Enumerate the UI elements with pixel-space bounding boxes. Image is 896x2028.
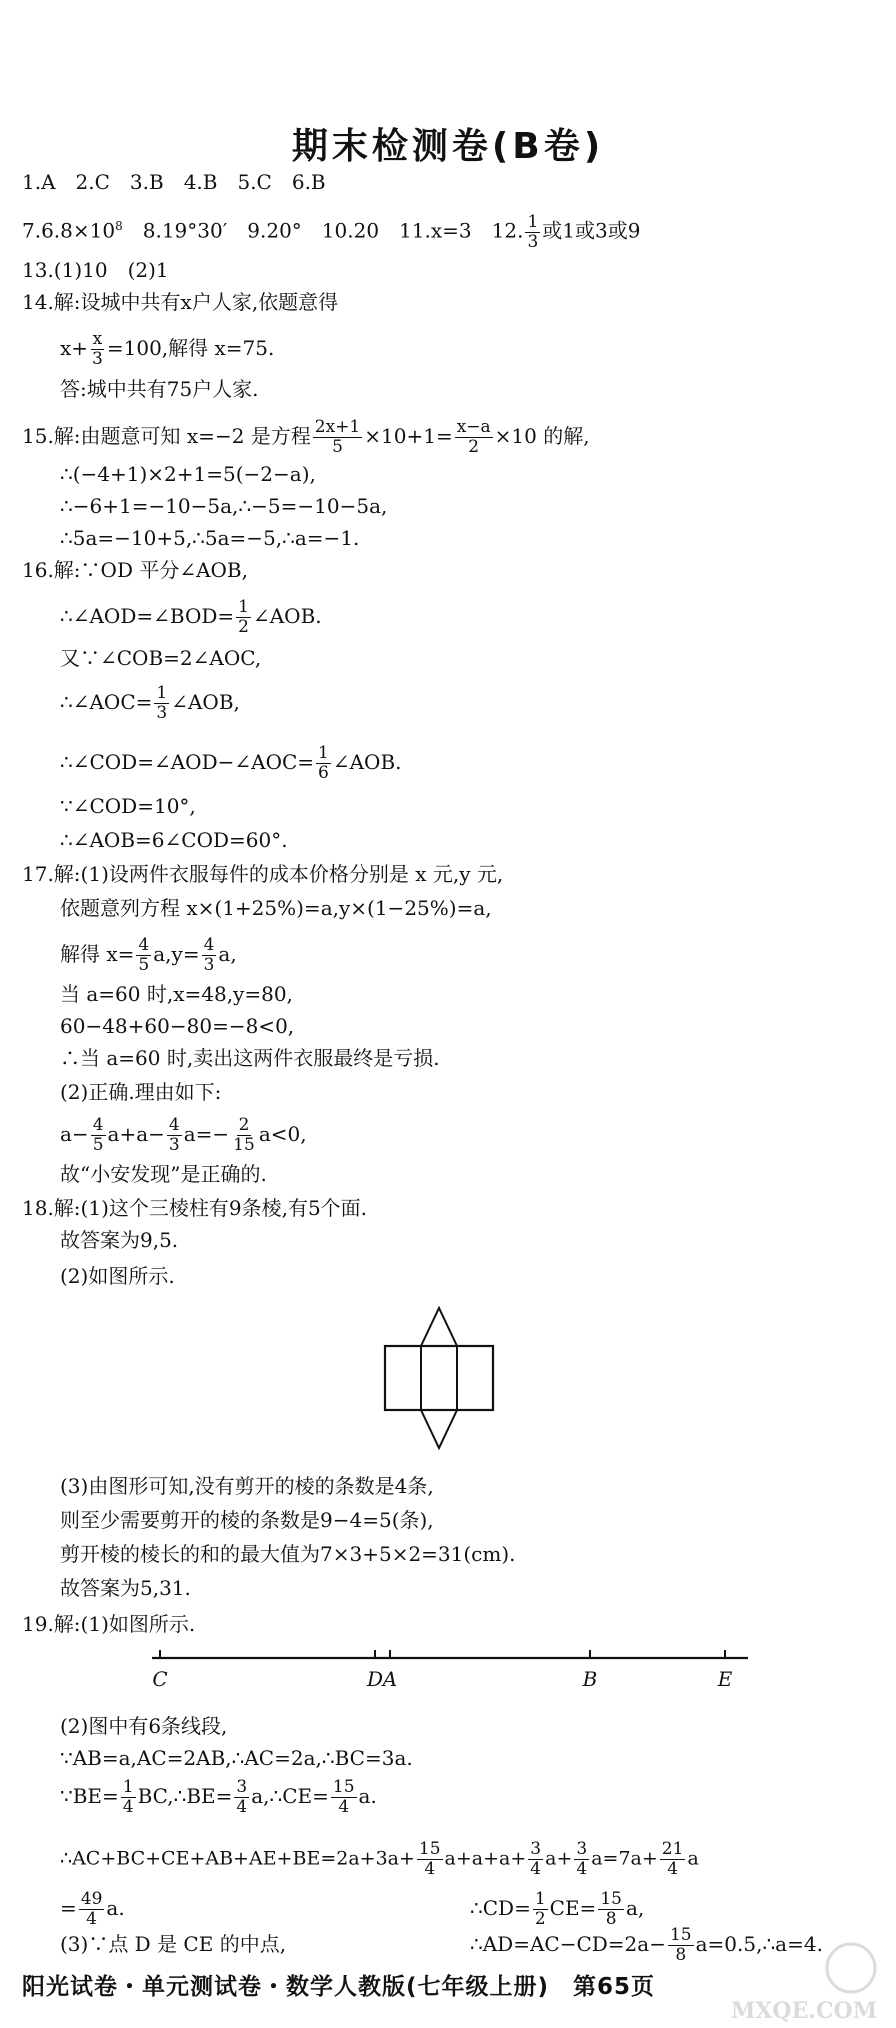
q17-step-5: ∴当 a=60 时,卖出这两件衣服最终是亏损. bbox=[60, 1046, 440, 1070]
answer-line-3: 13.(1)10 (2)1 bbox=[22, 258, 169, 282]
q18-part-2: (2)如图所示. bbox=[60, 1264, 175, 1288]
fraction: $\frac{15}{4}$ bbox=[332, 1777, 355, 1817]
q15-heading: 15.解:由题意可知 x=−2 是方程 $\frac{2x+1}{5}$ ×10+1= $\frac{x-a}{2}$ ×10 的解, bbox=[22, 417, 590, 457]
q14-answer: 答:城中共有75户人家. bbox=[60, 377, 259, 401]
q18-step-2: 则至少需要剪开的棱的条数是9−4=5(条), bbox=[60, 1508, 434, 1532]
q16-step-6: ∴∠AOB=6∠COD=60°. bbox=[60, 828, 288, 852]
fraction: $\frac{4}{5}$ bbox=[138, 935, 150, 975]
watermark-text: MXQE.COM bbox=[731, 1998, 878, 2024]
q16-heading: 16.解:∵OD 平分∠AOB, bbox=[22, 558, 248, 582]
q14-heading: 14.解:设城中共有x户人家,依题意得 bbox=[22, 290, 339, 314]
fraction: $\frac{2x+1}{5}$ bbox=[314, 417, 361, 457]
q19-step-1: ∵AB=a,AC=2AB,∴AC=2a,∴BC=3a. bbox=[60, 1746, 413, 1770]
fraction: $\frac{15}{8}$ bbox=[600, 1889, 622, 1929]
q17-step-6: a− $\frac{4}{5}$ a+a− $\frac{4}{3}$ a=− $\frac{2}{15}$ a<0, bbox=[60, 1115, 307, 1155]
q19-part-3: (3)∵点 D 是 CE 的中点, bbox=[60, 1932, 287, 1956]
page-title: 期末检测卷(B卷) bbox=[291, 126, 605, 167]
q16-step-5: ∵∠COD=10°, bbox=[60, 794, 196, 818]
fraction: $\frac{1}{3}$ bbox=[527, 211, 539, 252]
fraction: $\frac{1}{6}$ bbox=[318, 743, 329, 783]
q15-step-1: ∴(−4+1)×2+1=5(−2−a), bbox=[60, 462, 316, 486]
point-label-e: E bbox=[717, 1667, 733, 1691]
point-label-c: C bbox=[152, 1667, 168, 1691]
q18-step-3: 剪开棱的棱长的和的最大值为7×3+5×2=31(cm). bbox=[60, 1542, 516, 1566]
watermark-emblem bbox=[827, 1944, 875, 1992]
fraction: $\frac{1}{2}$ bbox=[238, 597, 249, 637]
fraction: $\frac{4}{3}$ bbox=[168, 1115, 180, 1155]
fraction: $\frac{49}{4}$ bbox=[80, 1889, 103, 1929]
fraction: $\frac{1}{2}$ bbox=[534, 1889, 546, 1929]
q16-step-1: ∴∠AOD=∠BOD= $\frac{1}{2}$ ∠AOB. bbox=[60, 597, 322, 637]
net-bottom-triangle bbox=[421, 1410, 457, 1448]
fraction: $\frac{3}{4}$ bbox=[236, 1777, 248, 1817]
net-rectangle bbox=[385, 1346, 493, 1410]
q14-equation: x+ $\frac{x}{3}$ =100,解得 x=75. bbox=[60, 329, 275, 369]
q19-step-2: ∵BE= $\frac{1}{4}$ BC,∴BE= $\frac{3}{4}$ a,∴CE= $\frac{15}{4}$ a. bbox=[60, 1777, 377, 1817]
fraction: $\frac{x-a}{2}$ bbox=[456, 417, 491, 457]
q17-step-2: 解得 x= $\frac{4}{5}$ a,y= $\frac{4}{3}$ a, bbox=[60, 935, 237, 975]
fraction: $\frac{3}{4}$ bbox=[530, 1839, 542, 1879]
q18-heading: 18.解:(1)这个三棱柱有9条棱,有5个面. bbox=[22, 1196, 368, 1220]
fraction: $\frac{1}{4}$ bbox=[122, 1777, 134, 1817]
q19-step-4: = $\frac{49}{4}$ a. bbox=[60, 1889, 125, 1929]
prism-net-diagram bbox=[380, 1300, 500, 1460]
q17-step-1: 依题意列方程 x×(1+25%)=a,y×(1−25%)=a, bbox=[60, 896, 492, 920]
q18-step-1: 故答案为9,5. bbox=[60, 1228, 179, 1252]
fraction: $\frac{4}{5}$ bbox=[92, 1115, 104, 1155]
q19-step-3: ∴AC+BC+CE+AB+AE+BE=2a+3a+ $\frac{15}{4}$ a+a+a+ $\frac{3}{4}$ a+ $\frac{3}{4}$ a=7a+ $\frac{21}{4}$ a bbox=[60, 1839, 699, 1879]
fraction: $\frac{4}{3}$ bbox=[203, 935, 215, 975]
q16-step-4: ∴∠COD=∠AOD−∠AOC= $\frac{1}{6}$ ∠AOB. bbox=[60, 743, 402, 783]
q15-step-2: ∴−6+1=−10−5a,∴−5=−10−5a, bbox=[60, 494, 388, 518]
fraction: $\frac{3}{4}$ bbox=[576, 1839, 588, 1879]
answer-line-2: $7.6.8\times 10^8$ 8.19°30′ 9.20° 10.20 11.x=3 12. $\frac{1}{3}$ 或1或3或9 bbox=[22, 211, 641, 252]
page-footer: 阳光试卷・单元测试卷・数学人教版(七年级上册) 第65页 bbox=[22, 1974, 656, 2000]
fraction: $\frac{21}{4}$ bbox=[661, 1839, 684, 1879]
q17-heading: 17.解:(1)设两件衣服每件的成本价格分别是 x 元,y 元, bbox=[22, 862, 504, 886]
q16-step-3: ∴∠AOC= $\frac{1}{3}$ ∠AOB, bbox=[60, 683, 240, 723]
q18-part-3: (3)由图形可知,没有剪开的棱的条数是4条, bbox=[60, 1474, 434, 1498]
fraction: $\frac{15}{4}$ bbox=[418, 1839, 441, 1879]
q17-step-3: 当 a=60 时,x=48,y=80, bbox=[60, 982, 293, 1006]
point-label-a: A bbox=[382, 1667, 398, 1691]
fraction: $\frac{x}{3}$ bbox=[92, 329, 103, 369]
q15-step-3: ∴5a=−10+5,∴5a=−5,∴a=−1. bbox=[60, 526, 360, 550]
net-top-triangle bbox=[421, 1308, 457, 1346]
q19-part-2: (2)图中有6条线段, bbox=[60, 1714, 228, 1738]
point-label-b: B bbox=[582, 1667, 598, 1691]
fraction: $\frac{15}{8}$ bbox=[669, 1925, 692, 1965]
q19-heading: 19.解:(1)如图所示. bbox=[22, 1612, 196, 1636]
q19-step-7: ∴AD=AC−CD=2a− $\frac{15}{8}$ a=0.5,∴a=4. bbox=[470, 1925, 823, 1965]
fraction: $\frac{2}{15}$ bbox=[233, 1115, 255, 1155]
point-label-d: D bbox=[366, 1667, 384, 1691]
q18-answer: 故答案为5,31. bbox=[60, 1576, 191, 1600]
q17-conclusion: 故“小安发现”是正确的. bbox=[60, 1162, 267, 1186]
answer-line-1: 1.A 2.C 3.B 4.B 5.C 6.B bbox=[22, 170, 326, 194]
q19-step-6: ∴CD= $\frac{1}{2}$ CE= $\frac{15}{8}$ a, bbox=[470, 1889, 645, 1929]
q17-step-4: 60−48+60−80=−8<0, bbox=[60, 1014, 295, 1038]
number-line-diagram bbox=[150, 1638, 760, 1698]
q16-step-2: 又∵∠COB=2∠AOC, bbox=[60, 646, 262, 670]
fraction: $\frac{1}{3}$ bbox=[156, 683, 168, 723]
q17-part-2: (2)正确.理由如下: bbox=[60, 1080, 222, 1104]
